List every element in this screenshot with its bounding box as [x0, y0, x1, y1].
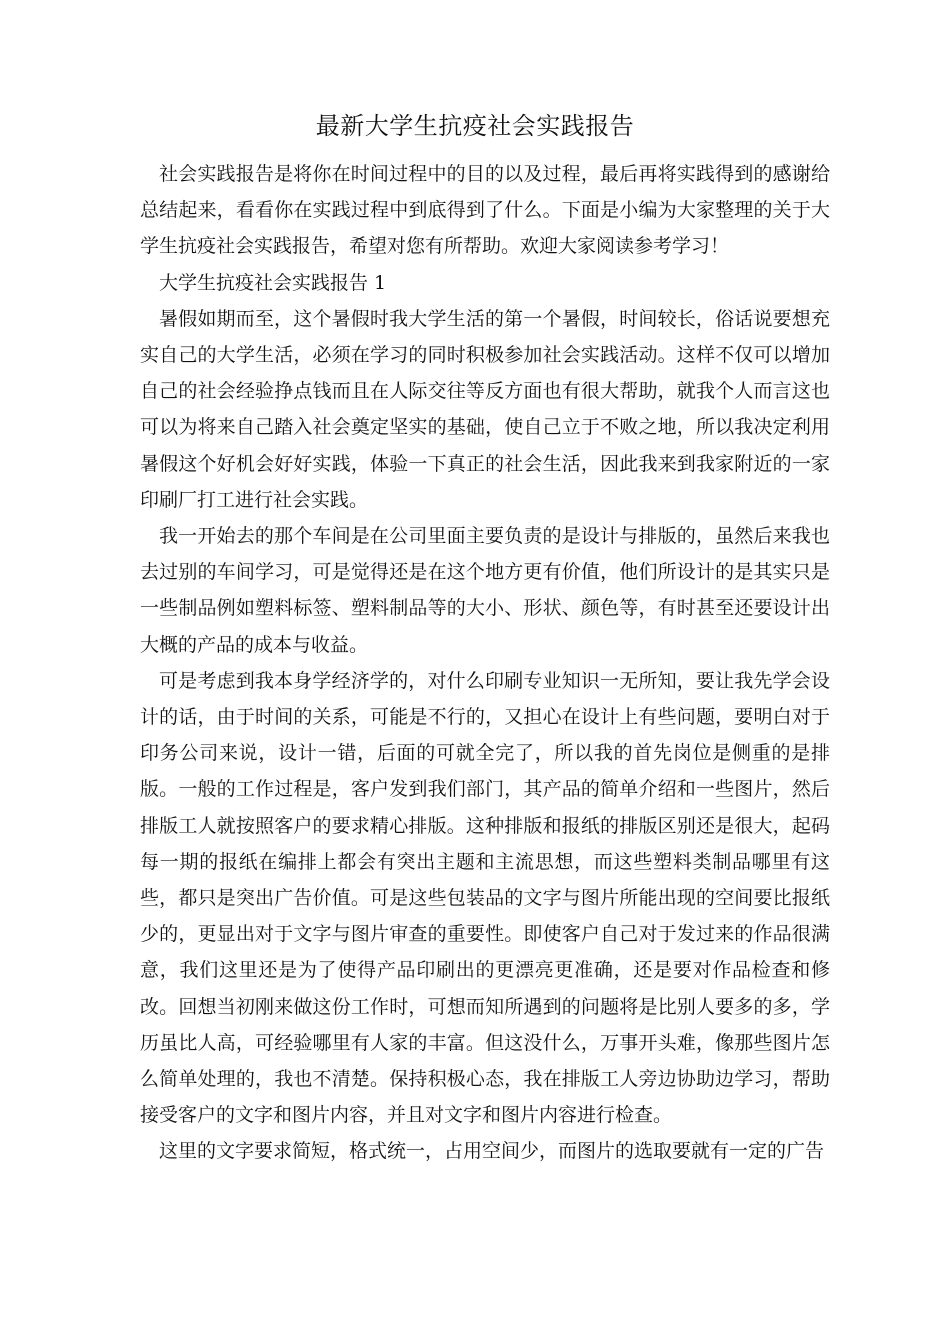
intro-paragraph: 社会实践报告是将你在时间过程中的目的以及过程，最后再将实践得到的感谢给总结起来，看看你在实践过程中到底得到了什么。下面是小编为大家整理的关于大学生抗疫社会实践报告，希望对您有所帮助。欢迎大家阅读参考学习！: [140, 163, 830, 258]
body-paragraph: 这里的文字要求简短，格式统一，占用空间少，而图片的选取要就有一定的广告: [159, 1140, 825, 1163]
body-paragraph: 我一开始去的那个车间是在公司里面主要负责的是设计与排版的，虽然后来我也去过别的车间学习，可是觉得还是在这个地方更有价值，他们所设计的是其实只是一些制品例如塑料标签、塑料制品等的大小、形状、颜色等，有时甚至还要设计出大概的产品的成本与收益。: [140, 525, 830, 656]
document-body: [140, 156, 830, 1170]
body-paragraph: 可是考虑到我本身学经济学的，对什么印刷专业知识一无所知，要让我先学会设计的话，由于时间的关系，可能是不行的，又担心在设计上有些问题，要明白对于印务公司来说，设计一错，后面的可就全完了，所以我的首先岗位是侧重的是排版。一般的工作过程是，客户发到我们部门，其产品的简单介绍和一些图片，然后排版工人就按照客户的要求精心排版。这种排版和报纸的排版区别还是很大，起码每一期的报纸在编排上都会有突出主题和主流思想，而这些塑料类制品哪里有这些，都只是突出广告价值。可是这些包装品的文字与图片所能出现的空间要比报纸少的，更显出对于文字与图片审查的重要性。即使客户自己对于发过来的作品很满意，我们这里还是为了使得产品印刷出的更漂亮更准确，还是要对作品检查和修改。回想当初刚来做这份工作时，可想而知所遇到的问题将是比别人要多的多，学历虽比人高，可经验哪里有人家的丰富。但这没什么，万事开头难，像那些图片怎么简单处理的，我也不清楚。保持积极心态，我在排版工人旁边协助边学习，帮助接受客户的文字和图片内容，并且对文字和图片内容进行检查。: [140, 669, 830, 1127]
section-heading: 大学生抗疫社会实践报告 1: [159, 271, 387, 294]
document-title: 最新大学生抗疫社会实践报告: [315, 112, 635, 140]
body-paragraph: 暑假如期而至，这个暑假时我大学生活的第一个暑假，时间较长，俗话说要想充实自己的大学生活，必须在学习的同时积极参加社会实践活动。这样不仅可以增加自己的社会经验挣点钱而且在人际交往等反方面也有很大帮助，就我个人而言这也可以为将来自己踏入社会奠定坚实的基础，使自己立于不败之地，所以我决定利用暑假这个好机会好好实践，体验一下真正的社会生活，因此我来到我家附近的一家印刷厂打工进行社会实践。: [140, 307, 830, 511]
